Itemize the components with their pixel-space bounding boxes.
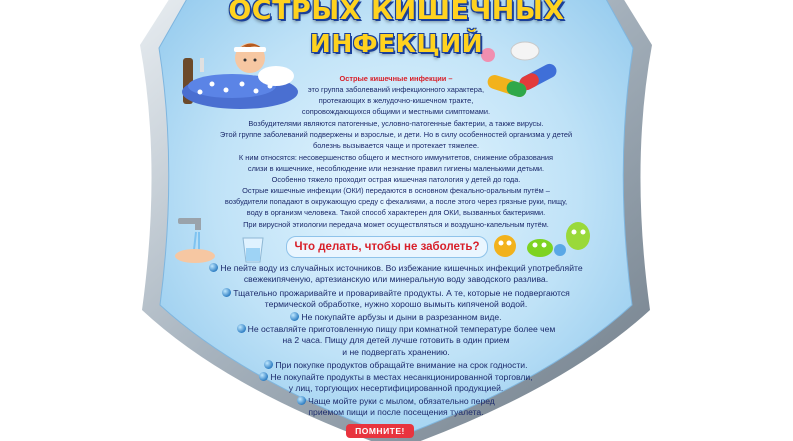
tip-item bbox=[206, 360, 586, 370]
tip-item bbox=[186, 324, 606, 334]
intro-line: Этой группе заболеваний подвержены и взрослые, и дети. Но в силу особенностей организма у детей bbox=[219, 130, 573, 139]
bullet-icon bbox=[297, 396, 306, 405]
intro-heading: Острые кишечные инфекции – bbox=[339, 74, 453, 83]
poster-title-line-1: ОСТРЫХ КИШЕЧНЫХ bbox=[228, 0, 565, 26]
tip-text: Не покупайте продукты в местах несанкционированной торговли, bbox=[270, 372, 533, 382]
bullet-icon bbox=[222, 288, 231, 297]
tip-item bbox=[176, 288, 616, 298]
tip-text: у лиц, торгующих несертифицированной продукцией. bbox=[288, 383, 504, 393]
tip-text: Не покупайте арбузы и дыни в разрезанном виде. bbox=[301, 312, 502, 322]
tip-text: приемом пищи и после посещения туалета. bbox=[308, 407, 484, 417]
intro-line: К ним относятся: несовершенство общего и местного иммунитетов, снижение образования bbox=[238, 153, 554, 162]
tip-text: Чаще мойте руки с мылом, обязательно перед bbox=[308, 396, 495, 406]
tip-text: Не пейте воду из случайных источников. Во избежание кишечных инфекций употребляйте bbox=[220, 263, 583, 273]
bullet-icon bbox=[259, 372, 268, 381]
bullet-icon bbox=[264, 360, 273, 369]
remember-badge: ПОМНИТЕ! bbox=[346, 424, 414, 438]
poster-title-line-2: ИНФЕКЦИЙ bbox=[309, 29, 484, 58]
tip-text: на 2 часа. Пищу для детей лучше готовить в один прием bbox=[282, 335, 510, 345]
intro-line: это группа заболеваний инфекционного характера, bbox=[307, 85, 485, 94]
bullet-icon bbox=[237, 324, 246, 333]
intro-line: болезнь вызывается чаще и протекает тяжелее. bbox=[313, 141, 479, 150]
water-glass-icon bbox=[243, 238, 263, 262]
tip-text: При покупке продуктов обращайте внимание на срок годности. bbox=[275, 360, 528, 370]
tip-item bbox=[236, 396, 556, 406]
tip-text: Не оставляйте приготовленную пищу при комнатной температуре более чем bbox=[247, 324, 556, 334]
intro-line: протекающих в желудочно-кишечном тракте, bbox=[318, 96, 474, 105]
intro-line: возбудители попадают в окружающую среду с фекалиями, а после этого через грязные руки, пищу, bbox=[224, 197, 568, 206]
intro-line: Острые кишечные инфекции (ОКИ) передаются в основном фекально-оральным путём – bbox=[242, 186, 550, 195]
tip-text: и не подвергать хранению. bbox=[342, 347, 450, 357]
tip-item bbox=[226, 312, 566, 322]
tip-item bbox=[206, 372, 586, 382]
intro-line: При вирусной этиологии передача может осуществляться и воздушно-капельным путём. bbox=[243, 220, 549, 229]
tip-text: термической обработке, нужно хорошо вымыть кипяченой водой. bbox=[264, 299, 528, 309]
intro-line: Особенно тяжело проходит острая кишечная патология у детей до года. bbox=[271, 175, 521, 184]
tip-text: свежекипяченую, артезианскую или минеральную воду заводского разлива. bbox=[243, 274, 549, 284]
intro-line: сопровождающихся общими и местными симптомами. bbox=[301, 107, 491, 116]
tip-item bbox=[166, 263, 626, 273]
intro-line: слизи в кишечнике, несоблюдение или незнание правил гигиены маленькими детьми. bbox=[247, 164, 545, 173]
bullet-icon bbox=[290, 312, 299, 321]
bullet-icon bbox=[209, 263, 218, 272]
intro-line: воду в организм человека. Такой способ характерен для ОКИ, вызванных бактериями. bbox=[246, 208, 546, 217]
tip-text: Тщательно прожаривайте и проваривайте продукты. А те, которые не подвергаются bbox=[233, 288, 570, 298]
section-title: Что делать, чтобы не заболеть? bbox=[286, 236, 488, 258]
intro-line: Возбудителями являются патогенные, условно-патогенные бактерии, а также вирусы. bbox=[248, 119, 544, 128]
